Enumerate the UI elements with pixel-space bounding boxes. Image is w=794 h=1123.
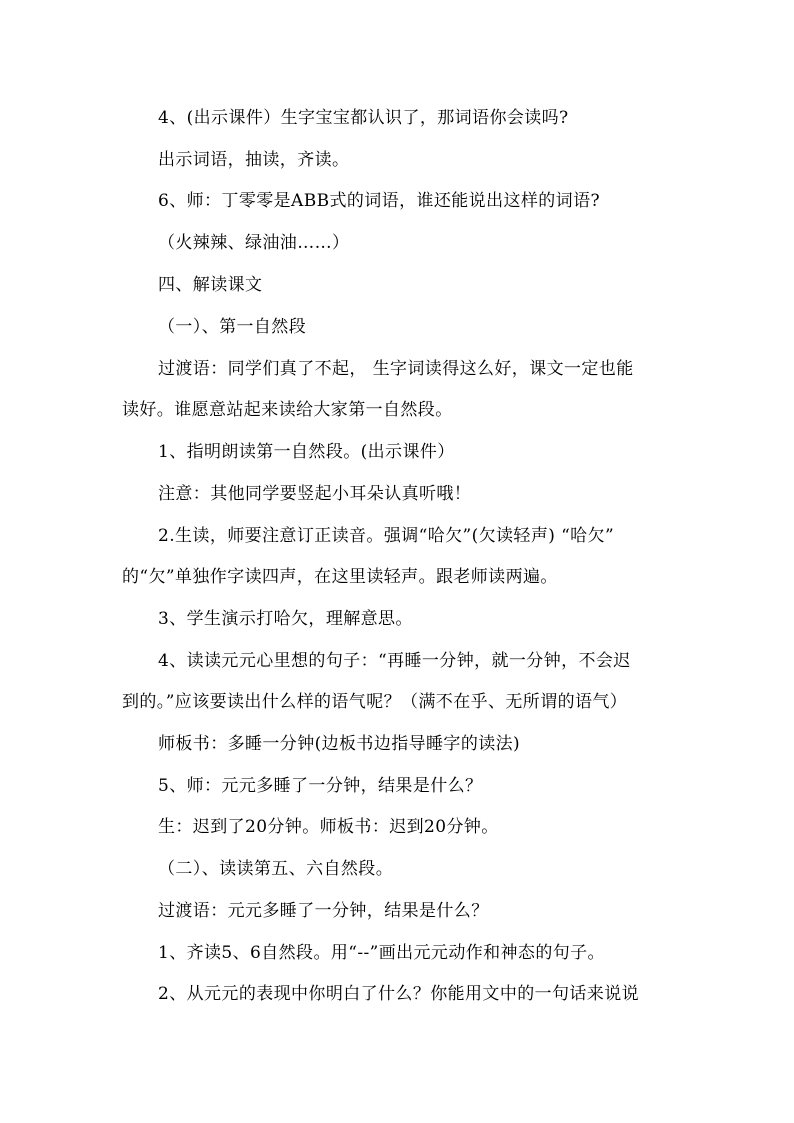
text-line: 1、指明朗读第一自然段。(出示课件） xyxy=(158,442,455,462)
text-line: 到的。”应该要读出什么样的语气呢？（满不在乎、无所谓的语气） xyxy=(122,692,628,712)
text-line: 过渡语：元元多睡了一分钟，结果是什么？ xyxy=(158,901,489,921)
subsection-heading: （一）、第一自然段 xyxy=(158,317,307,337)
text-line: 生：迟到了20分钟。师板书：迟到20分钟。 xyxy=(158,817,499,837)
text-line: 1、齐读5、6自然段。用“--”画出元元动作和神态的句子。 xyxy=(158,943,605,963)
text-line: 4、(出示课件）生字宝宝都认识了，那词语你会读吗? xyxy=(158,108,569,128)
text-line: 2、从元元的表现中你明白了什么？你能用文中的一句话来说说 xyxy=(158,984,640,1004)
text-line: 出示词语，抽读，齐读。 xyxy=(158,150,350,170)
text-line: 5、师：元元多睡了一分钟，结果是什么？ xyxy=(158,776,483,796)
section-heading: 四、解读课文 xyxy=(158,275,263,295)
text-line: 注意：其他同学要竖起小耳朵认真听哦！ xyxy=(158,484,472,504)
subsection-heading: （二）、读读第五、六自然段。 xyxy=(158,859,394,879)
text-line: （火辣辣、绿油油……） xyxy=(158,233,350,253)
text-line: 师板书：多睡一分钟(边板书边指导睡字的读法) xyxy=(158,734,521,754)
text-line: 过渡语：同学们真了不起， 生字词读得这么好，课文一定也能 xyxy=(158,359,634,379)
text-line: 读好。谁愿意站起来读给大家第一自然段。 xyxy=(122,400,453,420)
text-line: 3、学生演示打哈欠，理解意思。 xyxy=(158,609,413,629)
text-line: 4、读读元元心里想的句子：“再睡一分钟，就一分钟，不会迟 xyxy=(158,651,631,671)
text-line: 的“欠”单独作字读四声，在这里读轻声。跟老师读两遍。 xyxy=(122,567,558,587)
text-line: 2.生读，师要注意订正读音。强调“哈欠”(欠读轻声) “哈欠” xyxy=(158,526,615,546)
text-line: 6、师：丁零零是ABB式的词语，谁还能说出这样的词语? xyxy=(158,191,600,211)
